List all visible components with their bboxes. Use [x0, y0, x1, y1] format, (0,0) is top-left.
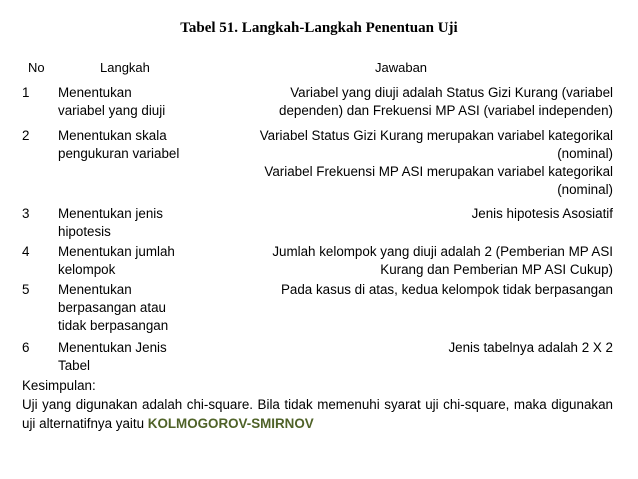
step-line: Menentukan skala — [58, 128, 167, 143]
step-line: kelompok — [58, 262, 116, 277]
conclusion-body: Uji yang digunakan adalah chi-square. Bila tidak memenuhi syarat uji chi-square, maka digunakan uji alternatifnya yaitu — [22, 397, 613, 431]
step-line: variabel yang diuji — [58, 103, 166, 118]
answer-line: (nominal) — [557, 182, 613, 197]
row-step — [58, 243, 223, 279]
step-line: Menentukan Jenis — [58, 340, 167, 355]
answer-line: (nominal) — [557, 146, 613, 161]
row-step — [58, 281, 223, 335]
step-line: Menentukan jenis — [58, 206, 163, 221]
step-line: Menentukan jumlah — [58, 244, 175, 259]
answer-line: Pada kasus di atas, kedua kelompok tidak berpasangan — [280, 282, 613, 297]
answer-line: Variabel yang diuji adalah Status Gizi Kurang (variabel — [290, 85, 613, 100]
answer-line: Kurang dan Pemberian MP ASI Cukup) — [380, 262, 613, 277]
answer-line: Variabel Status Gizi Kurang merupakan variabel kategorikal — [259, 128, 613, 143]
answer-line: Jumlah kelompok yang diuji adalah 2 (Pemberian MP ASI — [272, 244, 613, 259]
row-step — [58, 339, 223, 375]
conclusion-label: Kesimpulan: — [22, 378, 96, 393]
step-line: tidak berpasangan — [58, 318, 169, 333]
step-line: Tabel — [58, 358, 91, 373]
row-number: 4 — [22, 244, 30, 259]
step-line: pengukuran variabel — [58, 146, 180, 161]
row-answer — [228, 281, 613, 299]
row-number: 2 — [22, 128, 30, 143]
step-line: Menentukan — [58, 85, 132, 100]
header-no: No — [28, 60, 45, 75]
answer-line: Jenis hipotesis Asosiatif — [471, 206, 613, 221]
row-step — [58, 84, 223, 120]
test-name-highlight: KOLMOGOROV-SMIRNOV — [147, 416, 314, 431]
row-number: 5 — [22, 282, 30, 297]
row-number: 6 — [22, 340, 30, 355]
row-answer — [228, 243, 613, 279]
row-step — [58, 205, 223, 241]
header-langkah: Langkah — [100, 60, 150, 75]
row-answer — [228, 339, 613, 357]
row-number: 3 — [22, 206, 30, 221]
row-number: 1 — [22, 85, 30, 100]
table-title: Tabel 51. Langkah-Langkah Penentuan Uji — [180, 20, 458, 36]
answer-line: Jenis tabelnya adalah 2 X 2 — [448, 340, 613, 355]
conclusion — [22, 376, 613, 433]
header-jawaban: Jawaban — [375, 60, 428, 75]
row-answer — [228, 84, 613, 120]
answer-line: Variabel Frekuensi MP ASI merupakan variabel kategorikal — [264, 164, 613, 179]
row-answer — [228, 127, 613, 199]
step-line: hipotesis — [58, 224, 111, 239]
step-line: berpasangan atau — [58, 300, 166, 315]
answer-line: dependen) dan Frekuensi MP ASI (variabel independen) — [279, 103, 613, 118]
row-answer — [228, 205, 613, 223]
conclusion-text — [22, 395, 613, 433]
row-step — [58, 127, 223, 163]
step-line: Menentukan — [58, 282, 132, 297]
